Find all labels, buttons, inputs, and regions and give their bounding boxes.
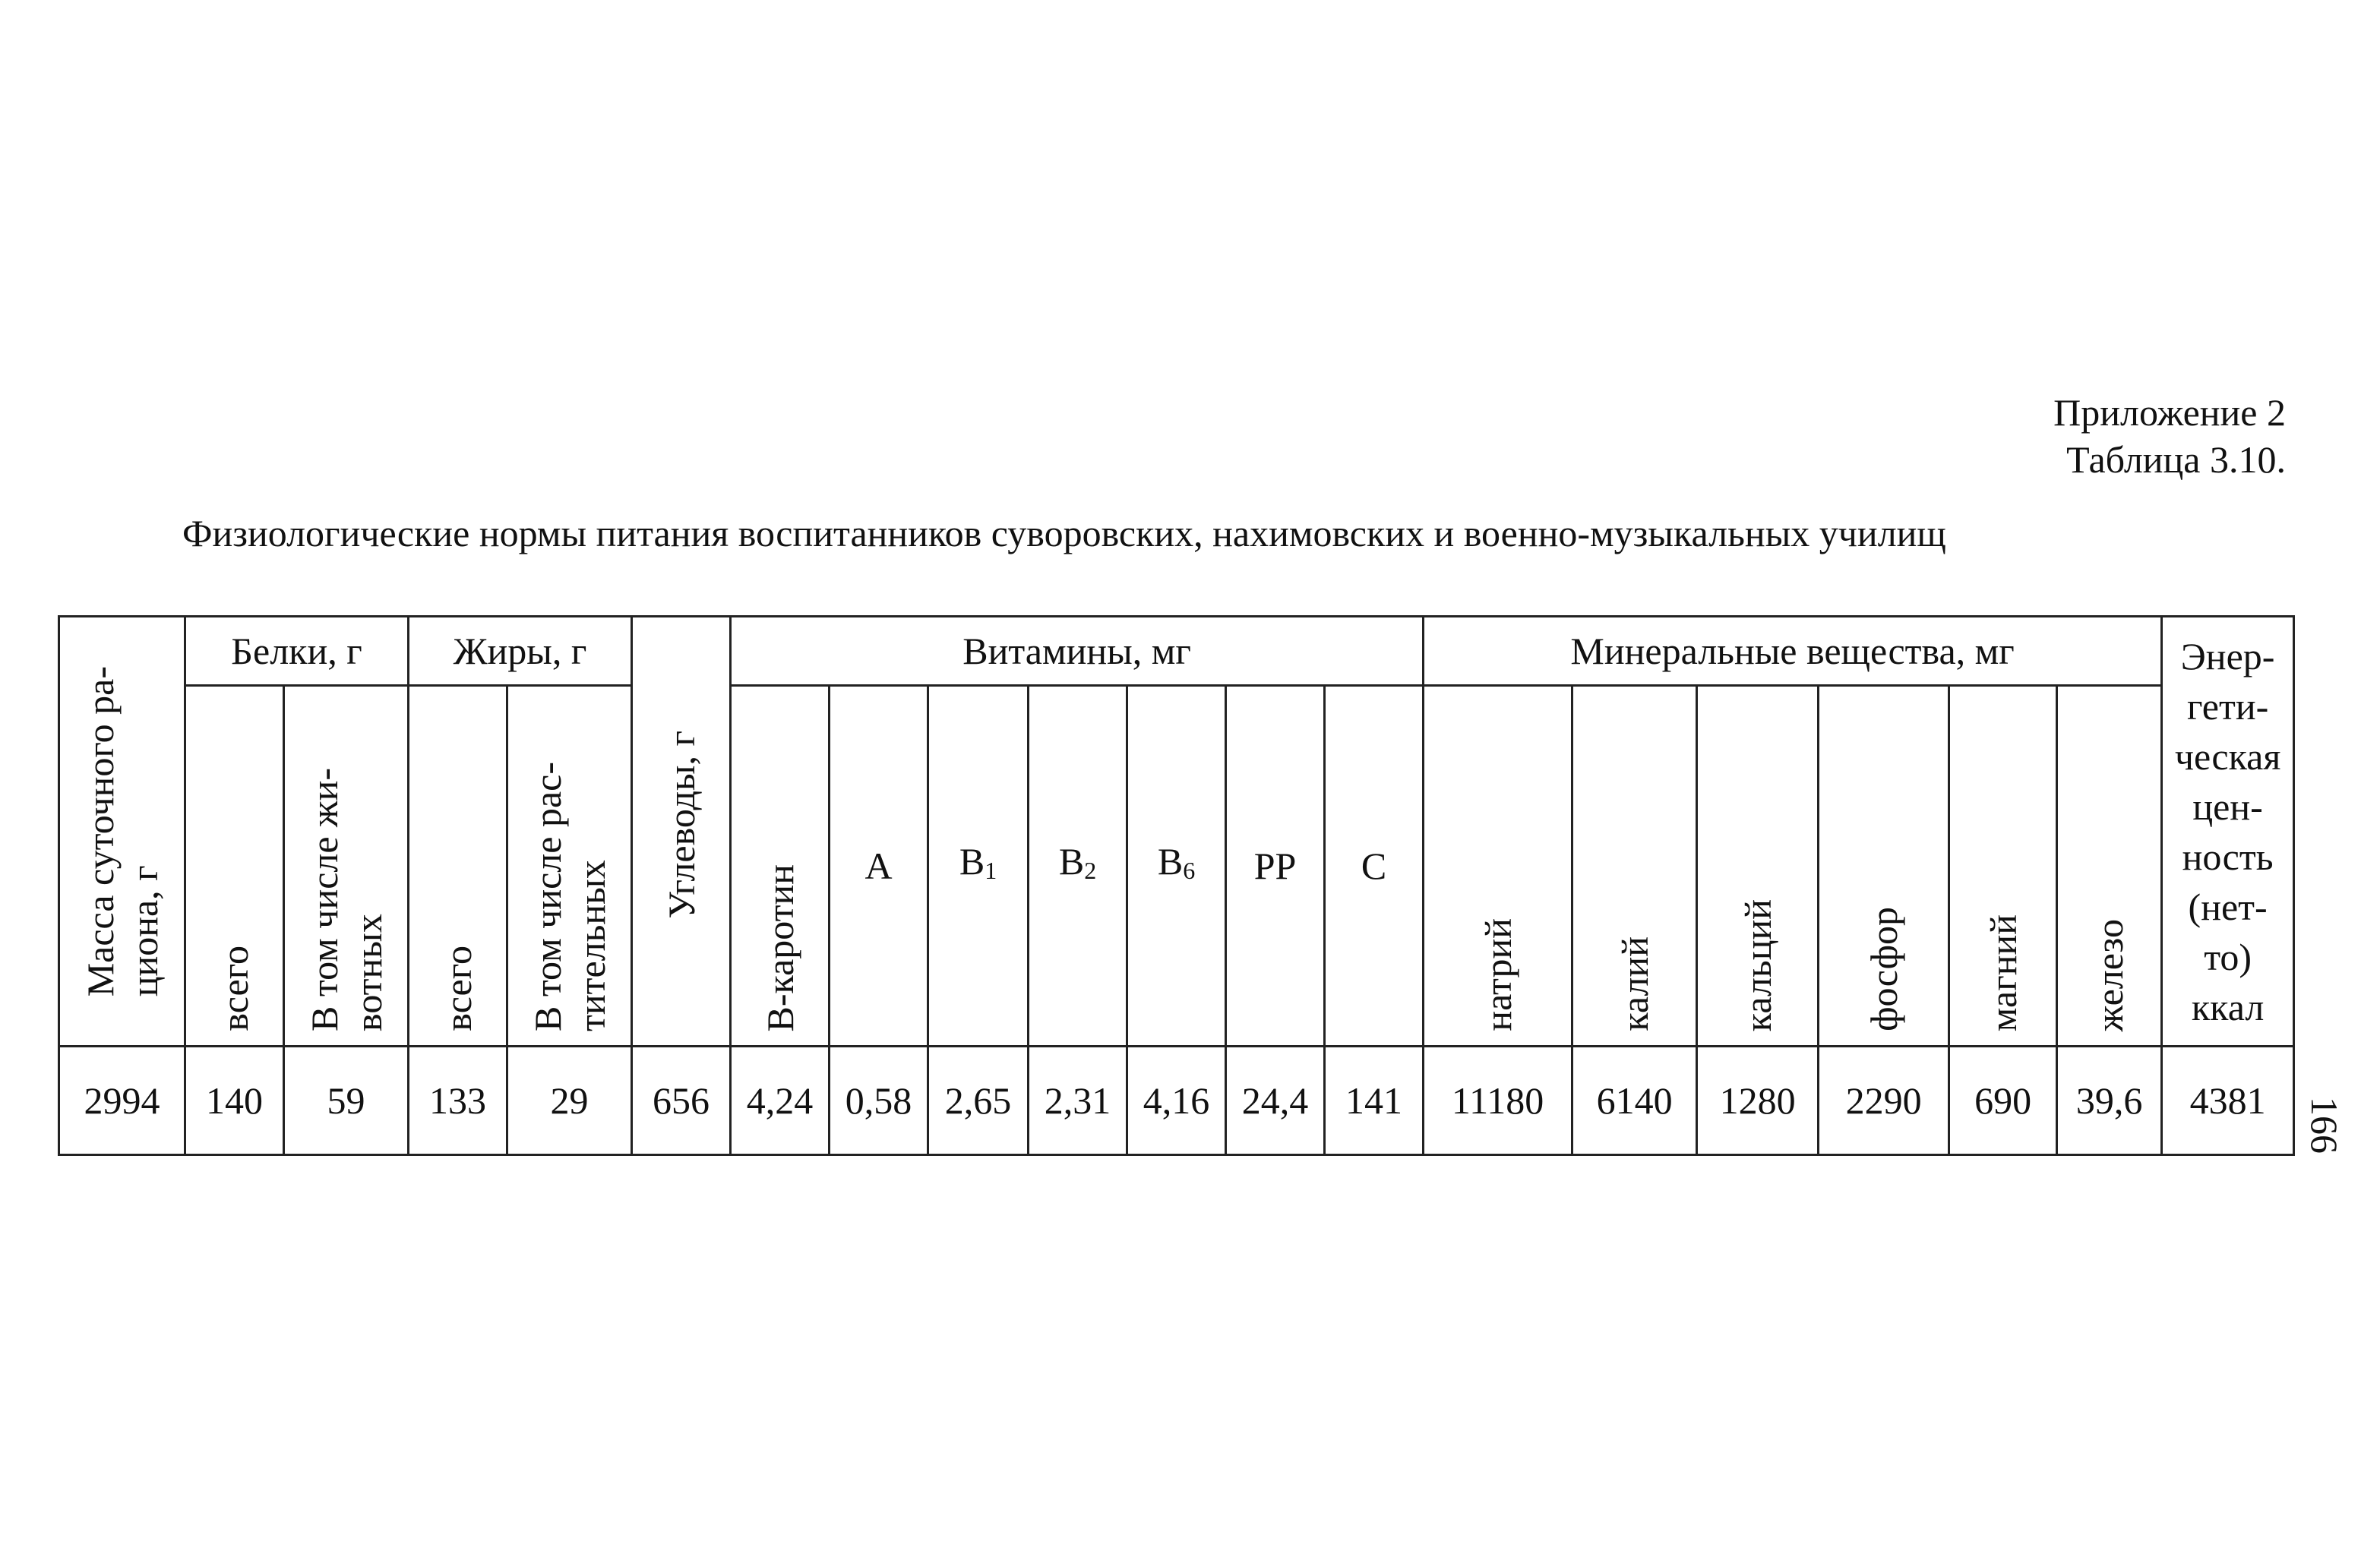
value-vitamin-b2: 2,31 — [1029, 1047, 1127, 1155]
header-mineral-calcium: кальций — [1697, 686, 1819, 1047]
value-proteins-total: 140 — [185, 1047, 284, 1155]
value-fats-vegetable: 29 — [507, 1047, 632, 1155]
table-number: Таблица 3.10. — [2066, 438, 2286, 481]
header-vitamin-pp: PP — [1226, 686, 1325, 1047]
header-row-columns — [59, 686, 2294, 1047]
value-vitamin-pp: 24,4 — [1226, 1047, 1325, 1155]
value-mineral-magnesium: 690 — [1949, 1047, 2057, 1155]
value-vitamin-c: 141 — [1325, 1047, 1424, 1155]
value-vitamin-carotene: 4,24 — [731, 1047, 830, 1155]
energy-line-5: ность — [2182, 835, 2274, 878]
page-number: 166 — [2303, 1097, 2346, 1154]
header-mineral-phosphorus: фосфор — [1819, 686, 1949, 1047]
energy-line-1: Энер- — [2180, 634, 2275, 677]
header-row-groups — [59, 617, 2294, 686]
value-vitamin-b1: 2,65 — [928, 1047, 1029, 1155]
header-proteins-animal: В том числе жи- вотных — [284, 686, 409, 1047]
header-vitamin-carotene: В-каротин — [731, 686, 830, 1047]
value-proteins-animal: 59 — [284, 1047, 409, 1155]
value-mineral-calcium: 1280 — [1697, 1047, 1819, 1155]
energy-line-4: цен- — [2192, 785, 2263, 828]
energy-line-3: ческая — [2174, 734, 2281, 778]
value-mass: 2994 — [59, 1047, 185, 1155]
appendix-heading — [2053, 389, 2286, 483]
header-carbs — [632, 617, 731, 1047]
nutrition-norms-table — [58, 615, 2295, 1156]
header-mass-line2: циона, г — [122, 865, 166, 997]
value-energy: 4381 — [2162, 1047, 2294, 1155]
header-proteins-group: Белки, г — [185, 617, 409, 686]
header-fats-vegetable: В том числе рас- тительных — [507, 686, 632, 1047]
header-fats-group: Жиры, г — [409, 617, 632, 686]
energy-line-7: то) — [2204, 935, 2252, 978]
value-vitamin-a: 0,58 — [830, 1047, 928, 1155]
header-energy — [2162, 617, 2294, 1047]
header-mineral-sodium: натрий — [1424, 686, 1572, 1047]
header-mass — [59, 617, 185, 1047]
header-mineral-iron: железо — [2057, 686, 2162, 1047]
value-mineral-iron: 39,6 — [2057, 1047, 2162, 1155]
header-vitamins-group: Витамины, мг — [731, 617, 1424, 686]
header-fats-total: всего — [409, 686, 507, 1047]
table-caption: Физиологические нормы питания воспитанников суворовских, нахимовских и военно-музыкальных училищ — [182, 512, 1946, 554]
header-vitamin-b6: $B_6$ — [1127, 686, 1226, 1047]
value-vitamin-b6: 4,16 — [1127, 1047, 1226, 1155]
header-mineral-potassium: калий — [1572, 686, 1697, 1047]
energy-line-8: ккал — [2191, 985, 2265, 1028]
value-carbs: 656 — [632, 1047, 731, 1155]
header-vitamin-b1: $B_1$ — [928, 686, 1029, 1047]
header-mass-line1: Масса суточного ра- — [78, 665, 122, 997]
header-vitamin-a: A — [830, 686, 928, 1047]
energy-line-6: (нет- — [2188, 885, 2268, 928]
header-carbs-label: Углеводы, г — [659, 730, 703, 919]
header-vitamin-c: C — [1325, 686, 1424, 1047]
value-mineral-sodium: 11180 — [1424, 1047, 1572, 1155]
header-proteins-total: всего — [185, 686, 284, 1047]
energy-line-2: гети- — [2186, 684, 2269, 728]
header-minerals-group: Минеральные вещества, мг — [1424, 617, 2162, 686]
value-mineral-potassium: 6140 — [1572, 1047, 1697, 1155]
value-fats-total: 133 — [409, 1047, 507, 1155]
appendix-label: Приложение 2 — [2053, 391, 2286, 434]
header-mineral-magnesium: магний — [1949, 686, 2057, 1047]
table-row-values — [59, 1047, 2294, 1155]
header-vitamin-b2: $B_2$ — [1029, 686, 1127, 1047]
value-mineral-phosphorus: 2290 — [1819, 1047, 1949, 1155]
